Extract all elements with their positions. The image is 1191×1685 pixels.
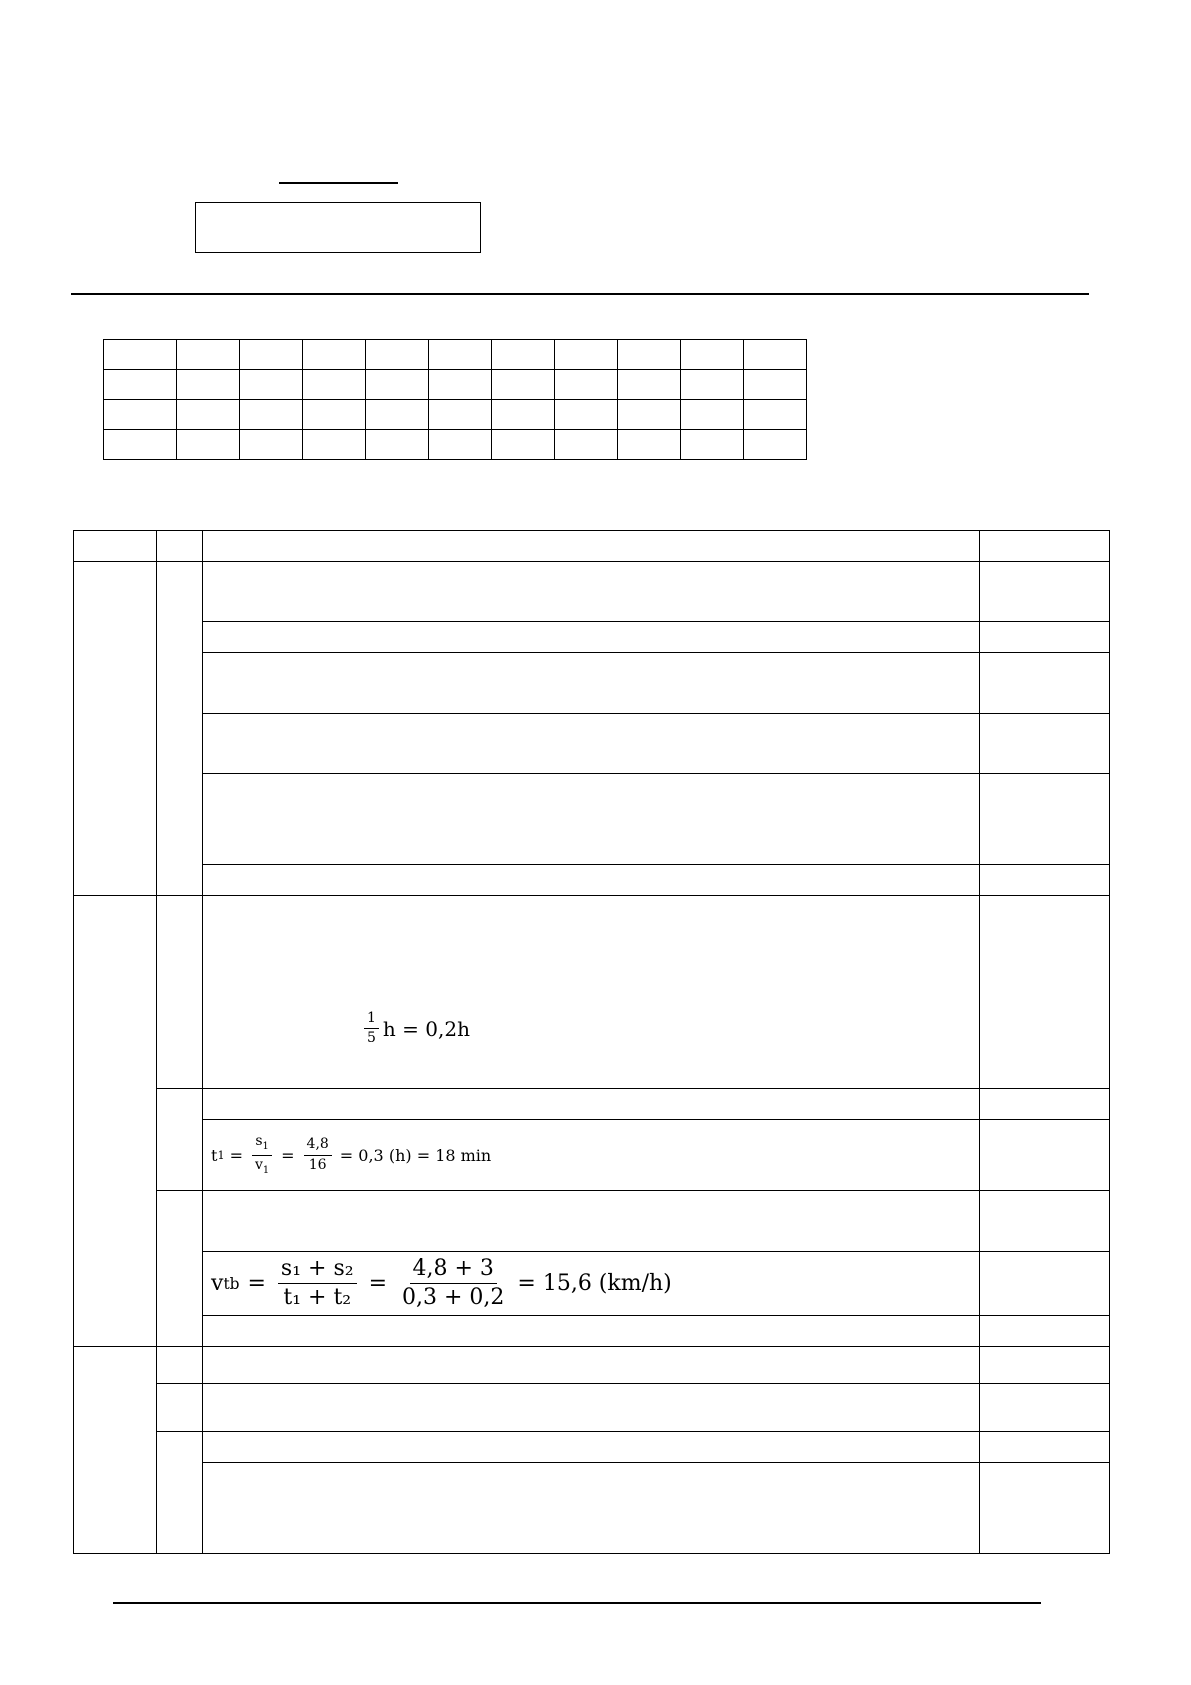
table-row bbox=[74, 1316, 1110, 1347]
table-row bbox=[74, 653, 1110, 714]
header-separator bbox=[71, 293, 1089, 295]
table-row bbox=[74, 1463, 1110, 1554]
answer-grid-row bbox=[104, 340, 807, 370]
footer-separator bbox=[113, 1602, 1041, 1604]
table-row bbox=[74, 1347, 1110, 1384]
table-row bbox=[74, 562, 1110, 622]
formula-vtb: v tb = $\frac{\text{s₁ + s₂}}{\text{t₁ + t₂}}$ = $\frac{4,8 + 3}{0,3 + 0,2}$ = 15,6 (km/h) bbox=[211, 1255, 672, 1310]
answer-grid-row bbox=[104, 430, 807, 460]
table-row bbox=[74, 1191, 1110, 1252]
table-row bbox=[74, 1089, 1110, 1120]
table-row bbox=[74, 622, 1110, 653]
table-row bbox=[74, 774, 1110, 865]
title-underline bbox=[279, 182, 398, 184]
table-row bbox=[74, 865, 1110, 896]
formula-t1: t 1 = $\frac{s_1}{v_1}$ = $\frac{4,8}{16}$ = 0,3 (h) = 18 min bbox=[211, 1132, 492, 1176]
table-header-row bbox=[74, 531, 1110, 562]
table-row bbox=[74, 714, 1110, 774]
table-row bbox=[74, 896, 1110, 1089]
table-row bbox=[74, 1384, 1110, 1432]
marking-table bbox=[73, 530, 1110, 1554]
boxed-label bbox=[195, 202, 481, 253]
table-row bbox=[74, 1432, 1110, 1463]
answer-grid-row bbox=[104, 370, 807, 400]
answer-grid bbox=[103, 339, 807, 460]
formula-fraction-h: $\frac{1}{5}$ h = 0,2h bbox=[360, 1011, 470, 1047]
table-row bbox=[74, 1120, 1110, 1191]
answer-grid-row bbox=[104, 400, 807, 430]
table-row bbox=[74, 1252, 1110, 1316]
